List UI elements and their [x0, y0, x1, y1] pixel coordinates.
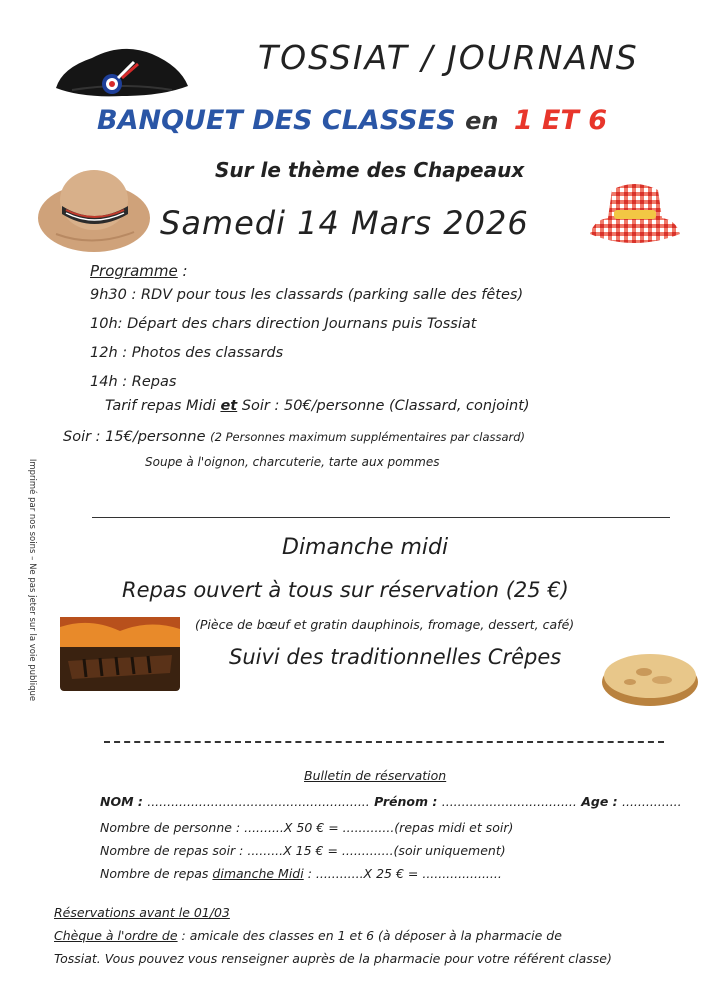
tarif-suffix: Soir : 50€/personne (Classard, conjoint) — [237, 398, 530, 414]
tarif-line — [105, 398, 530, 414]
divider — [92, 517, 670, 518]
cheque-line — [54, 928, 562, 943]
soir-small: (2 Personnes maximum supplémentaires par classard) — [210, 430, 526, 444]
banquet-title — [97, 105, 607, 136]
reservation-deadline: Réservations avant le 01/03 — [54, 905, 230, 920]
nom-field: ........................................................ — [147, 794, 370, 809]
straw-hat-icon — [36, 160, 152, 256]
age-field: ............... — [622, 794, 682, 809]
town-title: TOSSIAT / JOURNANS — [258, 38, 639, 77]
programme-item: 12h : Photos des classards — [90, 345, 284, 361]
programme-item: 14h : Repas — [90, 374, 177, 390]
form-dimanche-row — [100, 866, 502, 881]
tarif-et: et — [220, 398, 238, 414]
programme-heading — [90, 262, 188, 280]
sunday-repas: Repas ouvert à tous sur réservation (25 €) — [122, 578, 569, 602]
cut-line — [104, 741, 664, 743]
cheque-label: Chèque à l'ordre de — [54, 928, 178, 943]
dim-suffix: : ............X 25 € = .................... — [303, 866, 502, 881]
form-soir-row: Nombre de repas soir : .........X 15 € = .............(soir uniquement) — [100, 843, 506, 858]
prenom-label: Prénom : — [369, 794, 442, 809]
grilled-beef-photo — [60, 617, 180, 691]
tarif-prefix: Tarif repas Midi — [105, 398, 221, 414]
programme-item: 10h: Départ des chars direction Journans puis Tossiat — [90, 316, 477, 332]
soir-menu: Soupe à l'oignon, charcuterie, tarte aux pommes — [145, 455, 440, 469]
programme-heading-label: Programme — [90, 262, 178, 280]
bulletin-heading: Bulletin de réservation — [304, 768, 447, 783]
pharmacie-line: Tossiat. Vous pouvez vous renseigner auprès de la pharmacie pour votre référent classe) — [54, 951, 612, 966]
bicorne-hat-icon — [52, 40, 192, 102]
side-note-text: Imprimé par nos soins – Ne pas jeter sur la voie publique — [27, 458, 37, 702]
dim-underlined: dimanche Midi — [212, 866, 304, 881]
dim-prefix: Nombre de repas — [100, 866, 213, 881]
banquet-classes: 1 ET 6 — [513, 105, 608, 136]
sunday-menu: (Pièce de bœuf et gratin dauphinois, fromage, dessert, café) — [195, 617, 575, 632]
sunday-heading: Dimanche midi — [282, 535, 449, 560]
age-label: Age : — [576, 794, 623, 809]
gingham-hat-icon — [584, 176, 684, 256]
nom-label: NOM : — [100, 794, 148, 809]
theme-subtitle: Sur le thème des Chapeaux — [215, 158, 525, 182]
sunday-crepes: Suivi des traditionnelles Crêpes — [229, 645, 562, 669]
banquet-en: en — [465, 107, 499, 135]
prenom-field: .................................. — [441, 794, 577, 809]
banquet-main: BANQUET DES CLASSES — [97, 105, 456, 136]
cheque-text: : amicale des classes en 1 et 6 (à déposer à la pharmacie de — [177, 928, 562, 943]
event-date: Samedi 14 Mars 2026 — [160, 204, 529, 242]
programme-item: 9h30 : RDV pour tous les classards (parking salle des fêtes) — [90, 287, 524, 303]
soir-line — [63, 429, 525, 445]
crepe-photo — [600, 642, 700, 710]
form-nom-row — [100, 794, 682, 809]
form-personnes-row: Nombre de personne : ..........X 50 € = .............(repas midi et soir) — [100, 820, 514, 835]
soir-main: Soir : 15€/personne — [63, 429, 211, 445]
programme-heading-colon: : — [177, 262, 188, 280]
